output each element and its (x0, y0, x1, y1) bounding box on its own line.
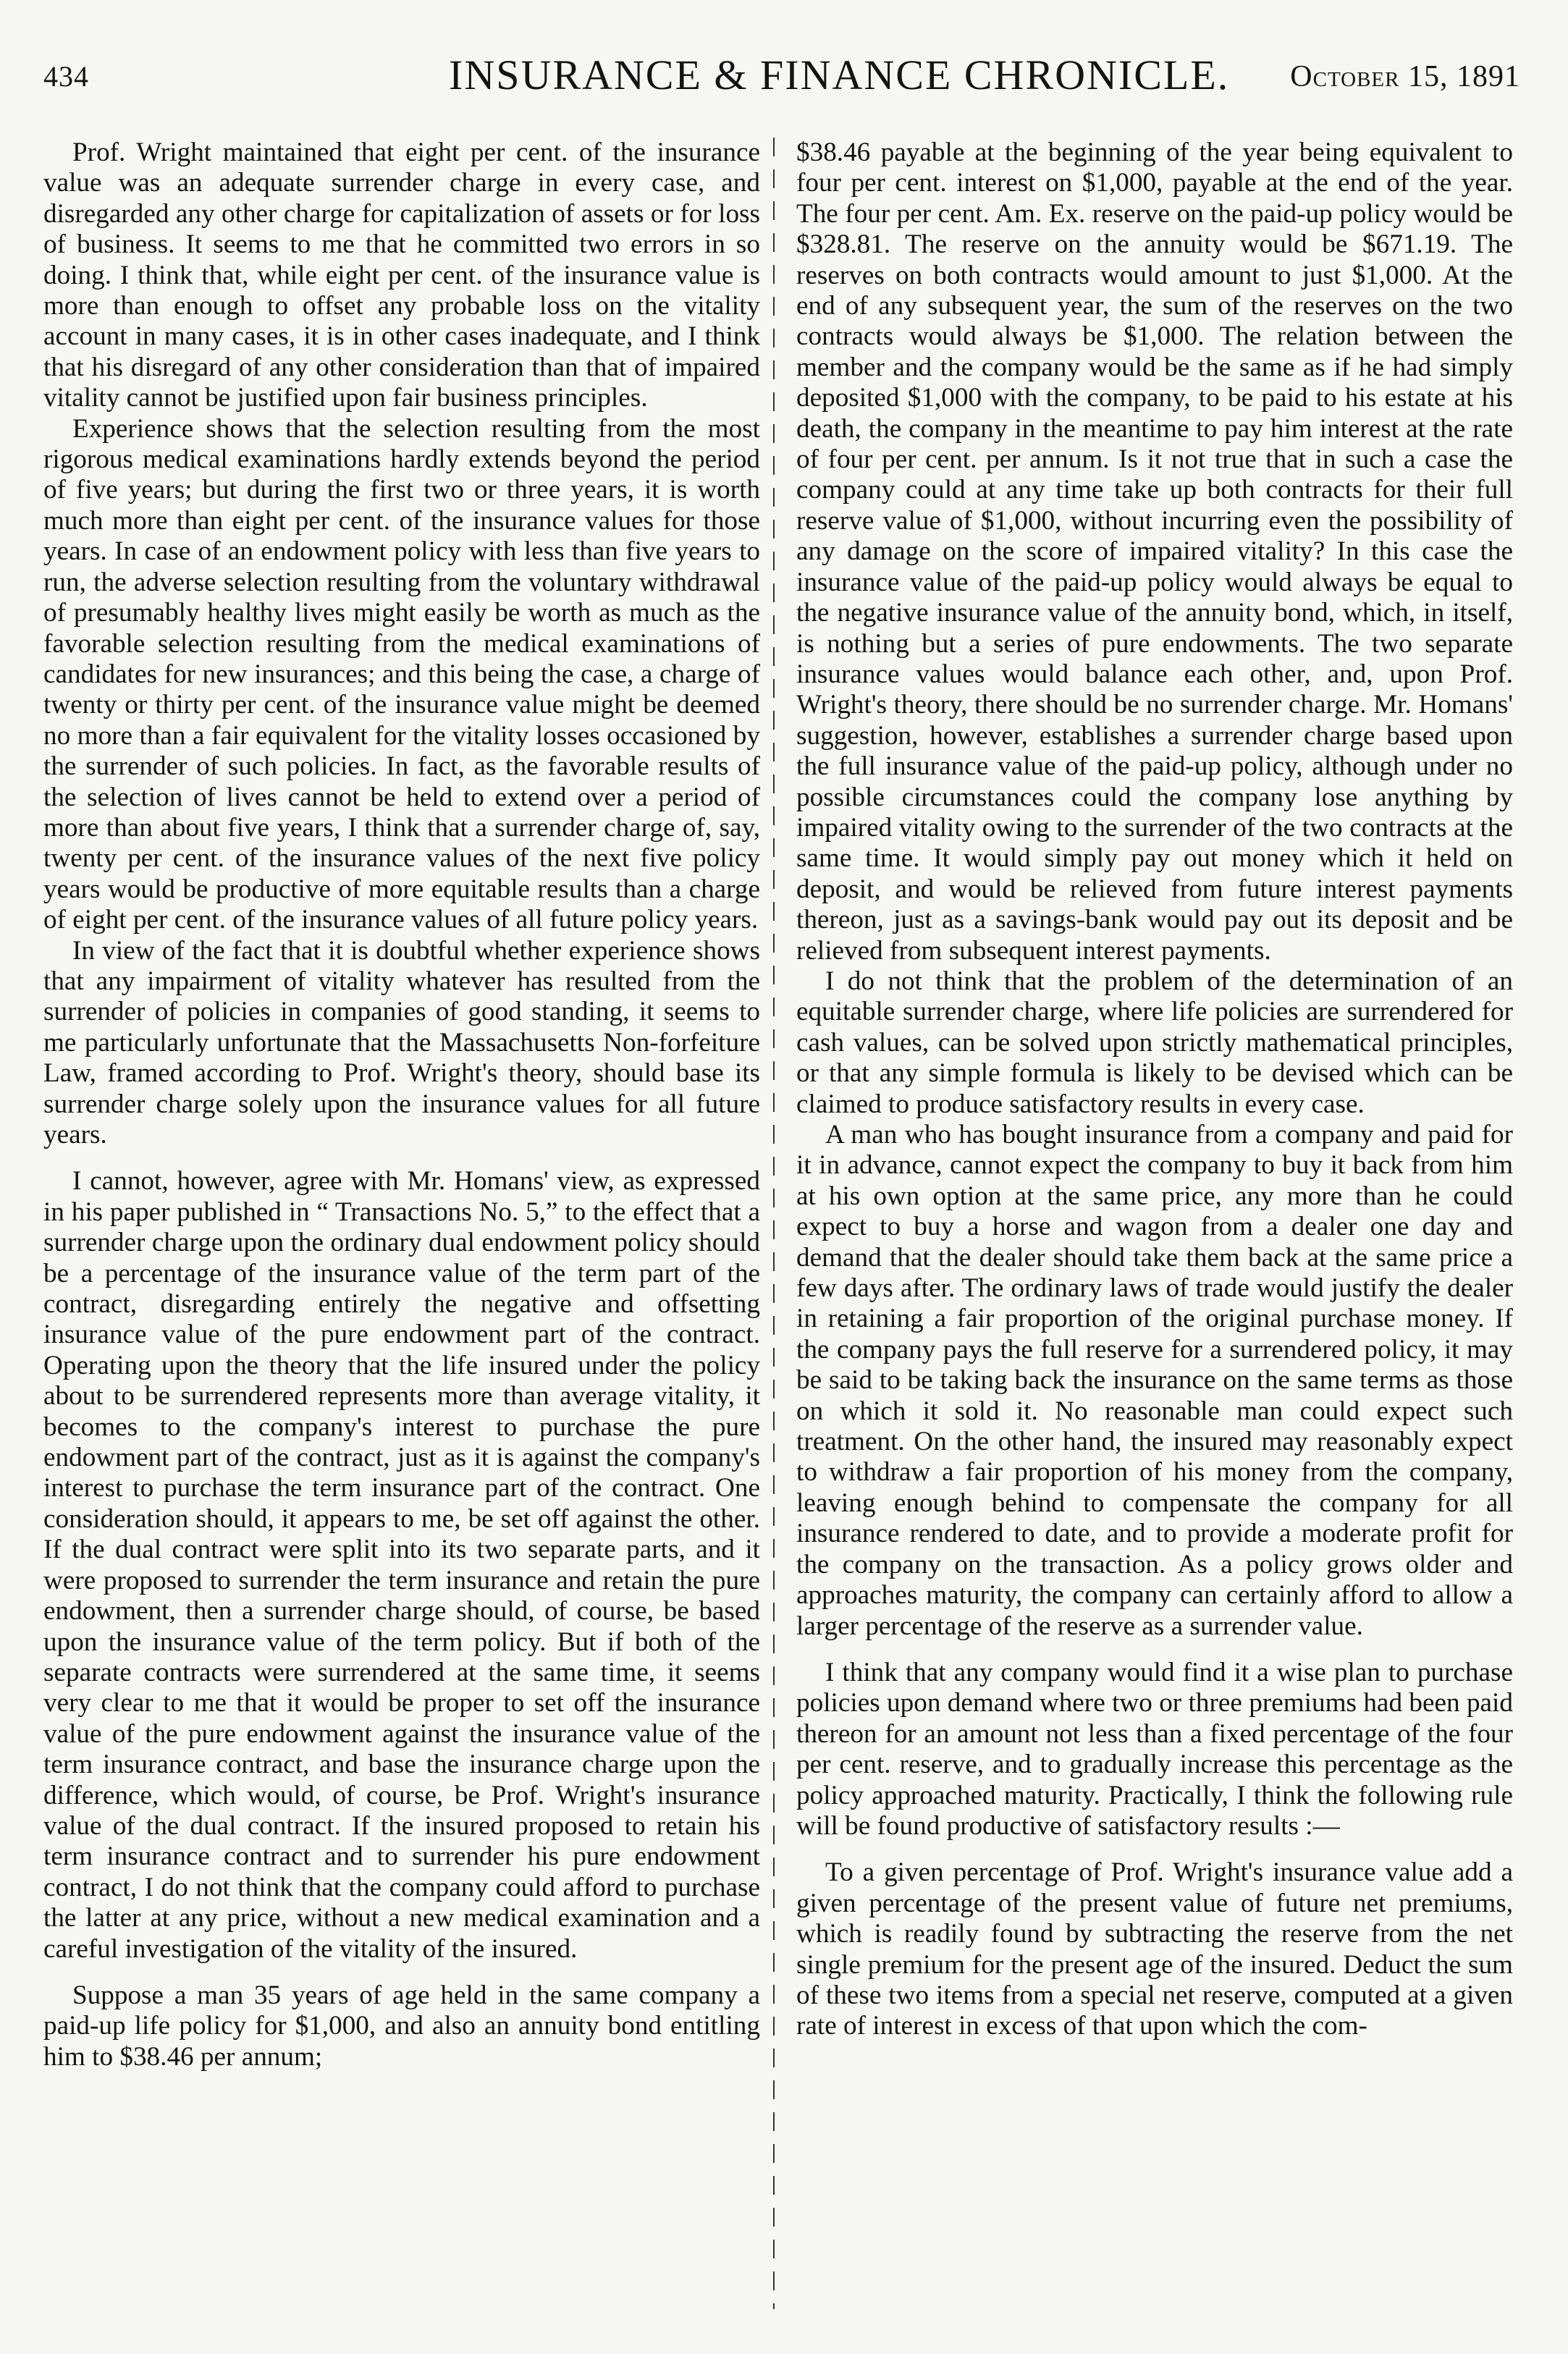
right-column (796, 138, 1513, 2316)
page-number: 434 (43, 60, 89, 93)
page-header (43, 51, 1520, 116)
paragraph-spacer (796, 1642, 1513, 1658)
paragraph: In view of the fact that it is doubtful whether experience shows that any impairment of vitality whatever has resulted from the surrender of policies in companies of good standing, it seems to me particularly unfortunate that the Massachusetts Non-forfeiture Law, framed according to Prof. Wright's theory, should base its surrender charge solely upon the insurance values for all future years. (43, 935, 760, 1149)
paragraph-spacer (43, 1965, 760, 1980)
paragraph-spacer (796, 1842, 1513, 1857)
journal-title: INSURANCE & FINANCE CHRONICLE. (449, 51, 1230, 98)
paragraph: Experience shows that the selection resulting from the most rigorous medical examinations hardly extends beyond the period of five years; but during the first two or three years, it is worth much more than eight per cent. of the insurance values for those years. In case of an endowment policy with less than five years to run, the adverse selection resulting from the voluntary withdrawal of presumably healthy lives might easily be worth as much as the favorable selection resulting from the medical examinations of candidates for new insurances; and this being the case, a charge of twenty or thirty per cent. of the insurance value might be deemed no more than a fair equivalent for the vitality losses occasioned by the surrender of such policies. In fact, as the favorable results of the selection of lives cannot be held to extend over a period of more than about five years, I think that a surrender charge of, say, twenty per cent. of the insurance values of the next five policy years would be productive of more equitable results than a charge of eight per cent. of the insurance values of all future policy years. (43, 413, 760, 935)
left-column (43, 138, 760, 2316)
paragraph-spacer (43, 1150, 760, 1166)
paragraph: Suppose a man 35 years of age held in the same company a paid-up life policy for $1,000, and also an annuity bond entitling him to $38.46 per annum; (43, 1980, 760, 2072)
paragraph: To a given percentage of Prof. Wright's insurance value add a given percentage of the present value of future net premiums, which is readily found by subtracting the reserve from the net single premium for the present age of the insured. Deduct the sum of these two items from a special net reserve, computed at a given rate of interest in excess of that upon which the com- (796, 1857, 1513, 2041)
paragraph: A man who has bought insurance from a company and paid for it in advance, cannot expect the company to buy it back from him at his own option at the same price, any more than he could expect to buy a horse and wagon from a dealer one day and demand that the dealer should take them back at the same price a few days after. The ordinary laws of trade would justify the dealer in retaining a fair proportion of the original purchase money. If the company pays the full reserve for a surrendered policy, it may be said to be taking back the insurance on the same terms as those on which it sold it. No reasonable man could expect such treatment. On the other hand, the insured may reasonably expect to withdraw a fair proportion of his money from the company, leaving enough behind to compensate the company for all insurance rendered to date, and to provide a moderate profit for the company on the transaction. As a policy grows older and approaches maturity, the company can certainly afford to allow a larger percentage of the reserve as a surrender value. (796, 1120, 1513, 1641)
paragraph: I cannot, however, agree with Mr. Homans' view, as expressed in his paper published in “ Transactions No. 5,” to the effect that a surrender charge upon the ordinary dual endowment policy should be a percentage of the insurance value of the term part of the contract, disregarding entirely the negative and offsetting insurance value of the pure endowment part of the contract. Operating upon the theory that the life insured under the policy about to be surrendered represents more than average vitality, it becomes to the company's interest to purchase the pure endowment part of the contract, just as it is against the company's interest to purchase the term insurance part of the contract. One consideration should, it appears to me, be set off against the other. If the dual contract were split into its two separate parts, and it were proposed to surrender the term insurance and retain the pure endowment, then a surrender charge should, of course, be based upon the insurance value of the term policy. But if both of the separate contracts were surrendered at the same time, it seems very clear to me that it would be proper to set off the insurance value of the pure endowment against the insurance value of the term insurance contract, and base the insurance charge upon the difference, which would, of course, be Prof. Wright's insurance value of the dual contract. If the insured proposed to retain his term insurance contract and to surrender his pure endowment contract, I do not think that the company could afford to purchase the latter at any price, without a new medical examination and a careful investigation of the vitality of the insured. (43, 1166, 760, 1964)
paragraph: I do not think that the problem of the determination of an equitable surrender charge, where life policies are surrendered for cash values, can be solved upon strictly mathematical principles, or that any simple formula is likely to be devised which can be claimed to produce satisfactory results in every case. (796, 966, 1513, 1119)
paragraph: I think that any company would find it a wise plan to purchase policies upon demand where two or three premiums had been paid thereon for an amount not less than a fixed percentage of the four per cent. reserve, and to gradually increase this percentage as the policy approached maturity. Practically, I think the following rule will be found productive of satisfactory results :— (796, 1657, 1513, 1841)
issue-date: October 15, 1891 (1290, 60, 1520, 93)
column-divider (773, 138, 775, 2309)
paragraph: Prof. Wright maintained that eight per cent. of the insurance value was an adequate surrender charge in every case, and disregarded any other charge for capitalization of assets or for loss of business. It seems to me that he committed two errors in so doing. I think that, while eight per cent. of the insurance value is more than enough to offset any probable loss on the vitality account in many cases, it is in other cases inadequate, and I think that his disregard of any other consideration than that of impaired vitality cannot be justified upon fair business principles. (43, 138, 760, 413)
paragraph: $38.46 payable at the beginning of the year being equivalent to four per cent. interest on $1,000, payable at the end of the year. The four per cent. Am. Ex. reserve on the paid-up policy would be $328.81. The reserve on the annuity would be $671.19. The reserves on both contracts would amount to just $1,000. At the end of any subsequent year, the sum of the reserves on the two contracts would always be $1,000. The relation between the member and the company would be the same as if he had simply deposited $1,000 with the company, to be paid to his estate at his death, the company in the meantime to pay him interest at the rate of four per cent. per annum. Is it not true that in such a case the company could at any time take up both contracts for their full reserve value of $1,000, without incurring even the possibility of any damage on the score of impaired vitality? In this case the insurance value of the paid-up policy would always be equal to the negative insurance value of the annuity bond, which, in itself, is nothing but a series of pure endowments. The two separate insurance values would balance each other, and, upon Prof. Wright's theory, there should be no surrender charge. Mr. Homans' suggestion, however, establishes a surrender charge based upon the full insurance value of the paid-up policy, although under no possible circumstances could the company lose anything by impaired vitality owing to the surrender of the two contracts at the same time. It would simply pay out money which it held on deposit, and would be relieved from future interest payments thereon, just as a savings-bank would pay out its deposit and be relieved from subsequent interest payments. (796, 138, 1513, 966)
